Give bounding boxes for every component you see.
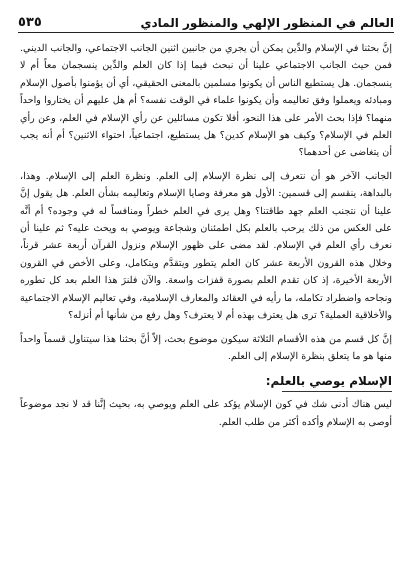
- paragraph-1: إنَّ بحثنا في الإسلام والدِّين يمكن أن يجري من جانبين اثنين الجانب الاجتماعي، والجانب الديني. فمن حيث الجانب الاجتماعي علينا أن نبحث فيما إذا كان العلم والدِّين ينسجمان معاً أم لا ينسجمان. هل يستطيع الناس أن يكونوا مسلمين بالمعنى الحقيقي، أي أن يؤمنوا بأصول الإسلام ومبادئه ويعملوا وفق تعاليمه وأن يكونوا علماء في الوقت نفسه؟ أم هل عليهم أن يختاروا واحداً منهما؟ فإذا بحث الأمر على هذا النحو، أفلا تكون مسائلين عن رأي الإسلام في العلم، وعن رأي العلم في الإسلام؟ وكيف هو الإسلام كدين؟ هل يستطيع، اجتماعياً، احتواء الاثنين؟ أم أنه يجب أن يتغاضى عن أحدهما؟: [20, 43, 392, 159]
- body-text: [20, 40, 392, 431]
- page-header: [18, 8, 394, 30]
- paragraph-3: إنَّ كل قسم من هذه الأقسام الثلاثة سيكون موضوع بحث، إلاّ أنَّ بحثنا هذا سيتناول قسماً واحداً منها هو ما يتعلق بنظرة الإسلام إلى العلم.: [20, 333, 392, 362]
- section-paragraph: ليس هناك أدنى شك في كون الإسلام يؤكد على العلم ويوصي به، بحيث إنَّنا قد لا نجد موضوعاً أوصى به الإسلام وأكده أكثر من طلب العلم.: [20, 399, 392, 428]
- paragraph-2: الجانب الآخر هو أن نتعرف إلى نظرة الإسلام إلى العلم. ونظرة العلم إلى الإسلام. وهذا، بالبداهة، ينقسم إلى قسمين: الأول هو معرفة وصايا الإسلام وتعاليمه بشأن العلم. هل يقول إنَّ علينا أن نتجنب العلم جهد طاقتنا؟ وهل يرى في العلم خطراً ومنافساً له في وجوده؟ أم أنَّه على العكس من ذلك يرحب بالعلم بكل اطمئنان وشجاعة ويوصي به ويحث عليه؟ ثم علينا أن نعرف رأي العلم في الإسلام. لقد مضى على ظهور الإسلام ونزول القرآن أربعة عشر قرناً، وخلال هذه القرون الأربعة عشر كان العلم يتطور ويتقدَّم ويتكامل، وعلى الأخص في القرون الأربعة الأخيرة، إذ كان تقدم العلم بصورة قفزات واسعة. والآن فلنرَ هذا العلم بعد كل تطوره ونجاحه واضطراد تكامله، ما رأيه في العقائد والمعارف الإسلامية، وفي تعاليم الإسلام الاجتماعية والأخلاقية العملية؟ ترى هل يعترف بهذه أم لا يعترف؟ وهل رفع من شأنها أم أنزله؟: [20, 170, 392, 322]
- running-title: العالم في المنظور الإلهي والمنظور المادي: [140, 16, 394, 30]
- section-heading-underline: [282, 391, 392, 392]
- page-number: ٥٣٥: [18, 15, 42, 30]
- header-divider: [18, 32, 394, 33]
- section-heading: الإسلام يوصي بالعلم:: [265, 374, 392, 389]
